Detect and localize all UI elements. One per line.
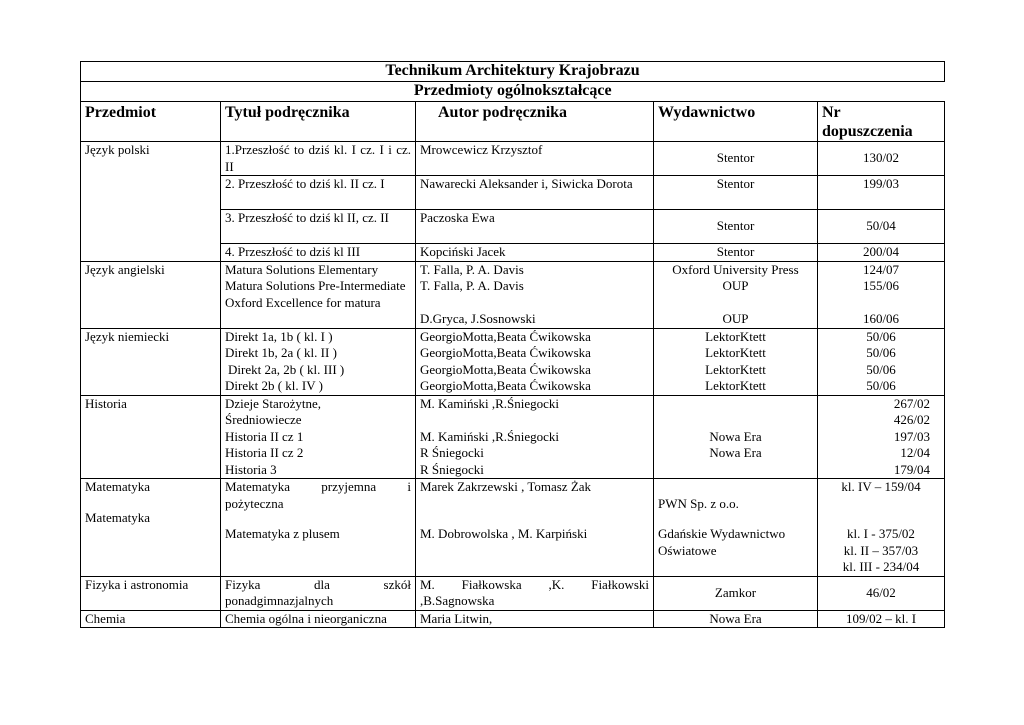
approval-line: kl. II – 357/03 <box>843 542 919 558</box>
book-line: Direkt 2b ( kl. IV ) <box>225 378 323 393</box>
approval-cell: 200/04 <box>818 244 945 262</box>
subject-cell: Język niemiecki <box>81 328 221 395</box>
header-approval-line2: dopuszczenia <box>822 123 913 140</box>
header-author: Autor podręcznika <box>416 102 654 142</box>
author-line: GeorgioMotta,Beata Ćwikowska <box>420 361 591 377</box>
publisher-cell <box>654 261 818 328</box>
approval-line: 160/06 <box>862 311 900 326</box>
book-cell <box>221 261 416 328</box>
approval-line: 50/06 <box>866 328 896 344</box>
author-cell <box>416 328 654 395</box>
subject-cell: Język angielski <box>81 261 221 328</box>
author-cell <box>416 479 654 577</box>
table-row <box>81 395 945 479</box>
approval-cell <box>818 261 945 328</box>
book-line: Historia II cz 2 <box>225 445 304 460</box>
book-cell: Chemia ogólna i nieorganiczna <box>221 610 416 628</box>
publisher-line: LektorKtett <box>705 345 766 360</box>
publisher-cell <box>654 479 818 577</box>
subject-cell: Fizyka i astronomia <box>81 576 221 610</box>
publisher-line: Nowa Era <box>709 445 762 460</box>
book-line: Direkt 1b, 2a ( kl. II ) <box>225 345 337 360</box>
textbook-table <box>80 61 945 628</box>
approval-cell: 130/02 <box>818 142 945 176</box>
approval-line: kl. III - 234/04 <box>842 559 920 574</box>
approval-line: kl. IV – 159/04 <box>841 479 921 494</box>
subject-line: Matematyka <box>85 510 150 525</box>
publisher-cell <box>654 328 818 395</box>
author-cell <box>416 395 654 479</box>
title-row <box>81 62 945 82</box>
publisher-cell: Stentor <box>654 176 818 210</box>
author-line: GeorgioMotta,Beata Ćwikowska <box>420 378 591 393</box>
approval-line: 179/04 <box>893 461 930 477</box>
book-cell: Fizyka dla szkół ponadgimnazjalnych <box>221 576 416 610</box>
book-line: Direkt 2a, 2b ( kl. III ) <box>228 361 345 377</box>
author-line: R Śniegocki <box>420 461 484 477</box>
subject-cell: Chemia <box>81 610 221 628</box>
publisher-line: OUP <box>722 311 749 326</box>
book-cell: 4. Przeszłość to dziś kl III <box>221 244 416 262</box>
publisher-cell <box>654 395 818 479</box>
approval-line: 155/06 <box>862 278 900 293</box>
subtitle-row <box>81 82 945 102</box>
approval-line: 12/04 <box>900 445 930 460</box>
approval-cell <box>818 395 945 479</box>
publisher-line: LektorKtett <box>705 378 766 393</box>
book-cell: 1.Przeszłość to dziś kl. I cz. I i cz. II <box>221 142 416 176</box>
book-cell <box>221 479 416 577</box>
approval-cell: 46/02 <box>818 576 945 610</box>
publisher-line: LektorKtett <box>705 328 766 344</box>
header-book: Tytuł podręcznika <box>221 102 416 142</box>
book-line: Historia II cz 1 <box>225 428 304 444</box>
table-row <box>81 261 945 328</box>
subject-cell: Język polski <box>81 142 221 262</box>
book-line: Dzieje Starożytne, <box>225 395 322 411</box>
header-publisher: Wydawnictwo <box>654 102 818 142</box>
book-cell: 2. Przeszłość to dziś kl. II cz. I <box>221 176 416 210</box>
approval-line: 426/02 <box>893 412 930 427</box>
book-line: Historia 3 <box>225 461 277 477</box>
author-line: T. Falla, P. A. Davis <box>420 278 524 293</box>
author-line: D.Gryca, J.Sosnowski <box>420 311 536 326</box>
author-cell: Mrowcewicz Krzysztof <box>416 142 654 176</box>
author-cell: Paczoska Ewa <box>416 210 654 244</box>
publisher-cell: Stentor <box>654 142 818 176</box>
author-cell <box>416 261 654 328</box>
approval-line: 197/03 <box>893 428 930 444</box>
approval-line: 267/02 <box>893 395 930 411</box>
table-row <box>81 479 945 577</box>
book-line: Matura Solutions Pre-Intermediate <box>225 278 406 293</box>
approval-line: 50/06 <box>866 378 896 393</box>
approval-line: 50/06 <box>866 345 896 360</box>
author-line: GeorgioMotta,Beata Ćwikowska <box>420 328 591 344</box>
author-line: Marek Zakrzewski , Tomasz Żak <box>420 479 592 494</box>
book-line: Matematyka z plusem <box>225 526 340 541</box>
approval-line: kl. I - 375/02 <box>847 526 915 541</box>
author-cell: M. Fiałkowska ,K. Fiałkowski ,B.Sagnowska <box>416 576 654 610</box>
approval-line: 124/07 <box>862 261 900 277</box>
publisher-line: LektorKtett <box>705 361 766 377</box>
author-cell: Nawarecki Aleksander i, Siwicka Dorota <box>416 176 654 210</box>
publisher-line: Gdańskie Wydawnictwo Oświatowe <box>658 526 786 558</box>
book-line: Oxford Excellence for matura <box>225 294 381 310</box>
approval-cell: 50/04 <box>818 210 945 244</box>
subject-cell <box>81 479 221 577</box>
author-line: GeorgioMotta,Beata Ćwikowska <box>420 345 591 360</box>
publisher-line: Nowa Era <box>709 428 762 444</box>
publisher-line: Oxford University Press <box>672 261 799 277</box>
author-line: R Śniegocki <box>420 445 484 460</box>
subject-line: Matematyka <box>85 479 150 494</box>
header-approval <box>818 102 945 142</box>
table-row <box>81 142 945 176</box>
subject-cell: Historia <box>81 395 221 479</box>
author-line: M. Kamiński ,R.Śniegocki <box>420 395 560 411</box>
publisher-cell: Zamkor <box>654 576 818 610</box>
publisher-cell: Stentor <box>654 244 818 262</box>
publisher-line: OUP <box>722 278 749 293</box>
header-approval-line1: Nr <box>822 104 841 121</box>
table-row <box>81 610 945 628</box>
book-line: Direkt 1a, 1b ( kl. I ) <box>225 328 333 344</box>
author-line: M. Dobrowolska , M. Karpiński <box>420 526 588 541</box>
book-cell <box>221 395 416 479</box>
book-line: Matematyka przyjemna i pożyteczna <box>225 479 411 511</box>
document-subtitle: Przedmioty ogólnokształcące <box>81 82 945 102</box>
approval-line: 50/06 <box>866 361 896 377</box>
table-row <box>81 328 945 395</box>
author-line: T. Falla, P. A. Davis <box>420 261 524 277</box>
author-cell: Maria Litwin, <box>416 610 654 628</box>
author-line: M. Kamiński ,R.Śniegocki <box>420 428 560 444</box>
book-line: Matura Solutions Elementary <box>225 261 379 277</box>
author-cell: Kopciński Jacek <box>416 244 654 262</box>
book-line: Średniowiecze <box>225 412 302 427</box>
document-title: Technikum Architektury Krajobrazu <box>81 62 945 82</box>
book-cell <box>221 328 416 395</box>
publisher-line: PWN Sp. z o.o. <box>658 495 739 511</box>
book-cell: 3. Przeszłość to dziś kl II, cz. II <box>221 210 416 244</box>
publisher-cell: Stentor <box>654 210 818 244</box>
approval-cell: 199/03 <box>818 176 945 210</box>
table-row <box>81 576 945 610</box>
approval-cell <box>818 479 945 577</box>
header-row <box>81 102 945 142</box>
approval-cell <box>818 328 945 395</box>
publisher-cell: Nowa Era <box>654 610 818 628</box>
header-subject: Przedmiot <box>81 102 221 142</box>
approval-cell: 109/02 – kl. I <box>818 610 945 628</box>
